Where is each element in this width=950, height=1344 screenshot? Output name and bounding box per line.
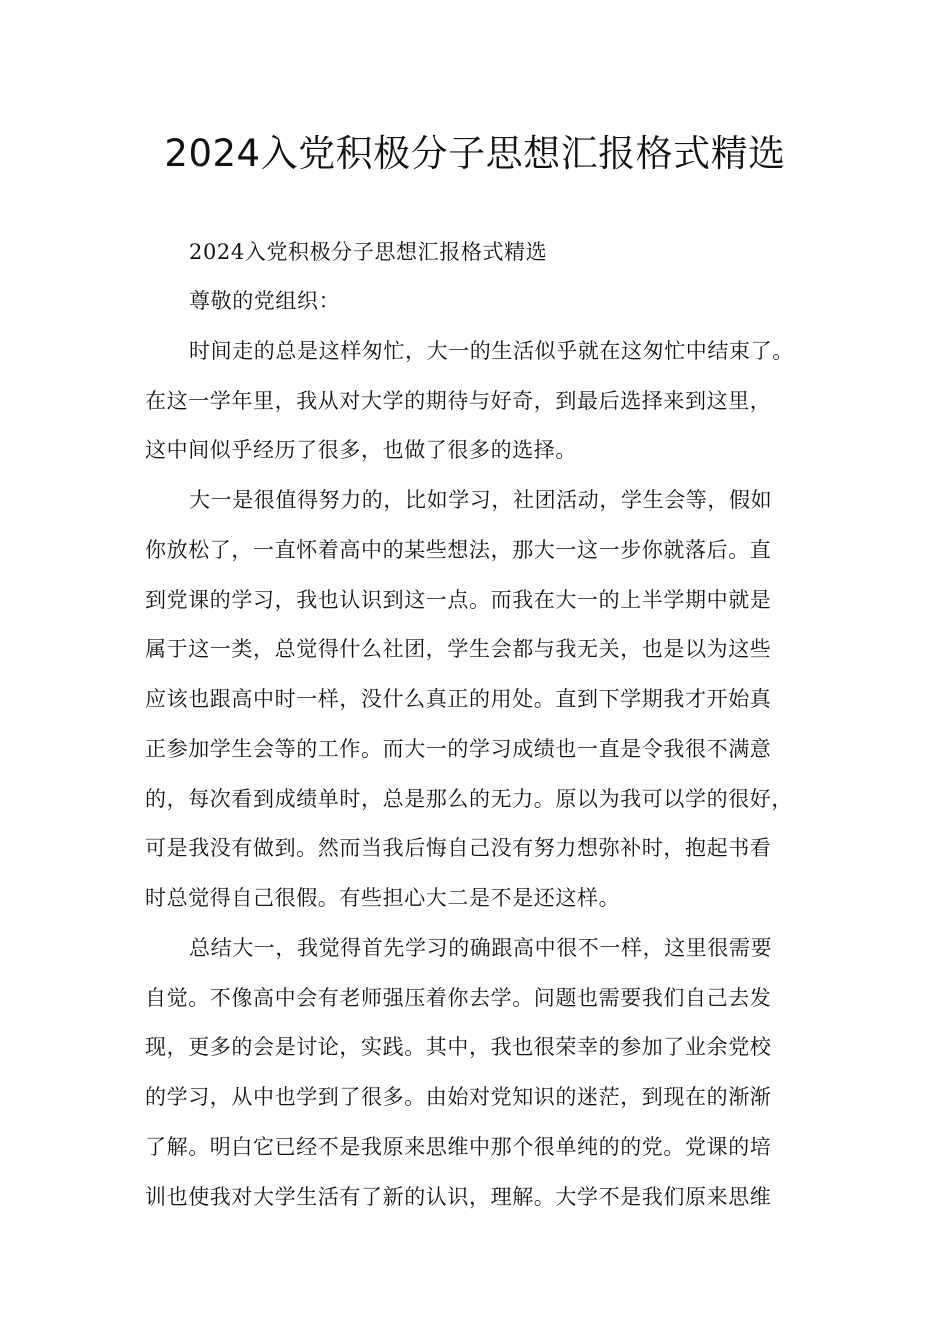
body-line: 了解。明白它已经不是我原来思维中那个很单纯的的党。党课的培 bbox=[145, 1135, 772, 1159]
subtitle-line: 2024入党积极分子思想汇报格式精选 bbox=[189, 240, 548, 264]
body-line: 你放松了，一直怀着高中的某些想法，那大一这一步你就落后。直 bbox=[145, 538, 772, 562]
salutation-line: 尊敬的党组织： bbox=[189, 289, 341, 313]
document-title: 2024入党积极分子思想汇报格式精选 bbox=[164, 132, 786, 175]
body-line: 可是我没有做到。然而当我后悔自己没有努力想弥补时，抱起书看 bbox=[145, 836, 772, 860]
body-line: 总结大一，我觉得首先学习的确跟高中很不一样，这里很需要 bbox=[189, 936, 773, 960]
body-line: 时间走的总是这样匆忙，大一的生活似乎就在这匆忙中结束了。 bbox=[189, 339, 794, 363]
body-line: 训也使我对大学生活有了新的认识，理解。大学不是我们原来思维 bbox=[145, 1185, 772, 1209]
body-line: 在这一学年里，我从对大学的期待与好奇，到最后选择来到这里， bbox=[145, 389, 772, 413]
body-line: 正参加学生会等的工作。而大一的学习成绩也一直是令我很不满意 bbox=[145, 737, 772, 761]
body-line: 自觉。不像高中会有老师强压着你去学。问题也需要我们自己去发 bbox=[145, 986, 772, 1010]
body-line: 应该也跟高中时一样，没什么真正的用处。直到下学期我才开始真 bbox=[145, 687, 772, 711]
body-line: 的，每次看到成绩单时，总是那么的无力。原以为我可以学的很好， bbox=[145, 787, 793, 811]
body-line: 的学习，从中也学到了很多。由始对党知识的迷茫，到现在的渐渐 bbox=[145, 1085, 772, 1109]
body-line: 这中间似乎经历了很多，也做了很多的选择。 bbox=[145, 438, 577, 462]
body-line: 大一是很值得努力的，比如学习，社团活动，学生会等，假如 bbox=[189, 488, 773, 512]
body-line: 现，更多的会是讨论，实践。其中，我也很荣幸的参加了业余党校 bbox=[145, 1035, 772, 1059]
body-line: 属于这一类，总觉得什么社团，学生会都与我无关，也是以为这些 bbox=[145, 637, 772, 661]
body-line: 到党课的学习，我也认识到这一点。而我在大一的上半学期中就是 bbox=[145, 588, 772, 612]
body-line: 时总觉得自己很假。有些担心大二是不是还这样。 bbox=[145, 886, 621, 910]
